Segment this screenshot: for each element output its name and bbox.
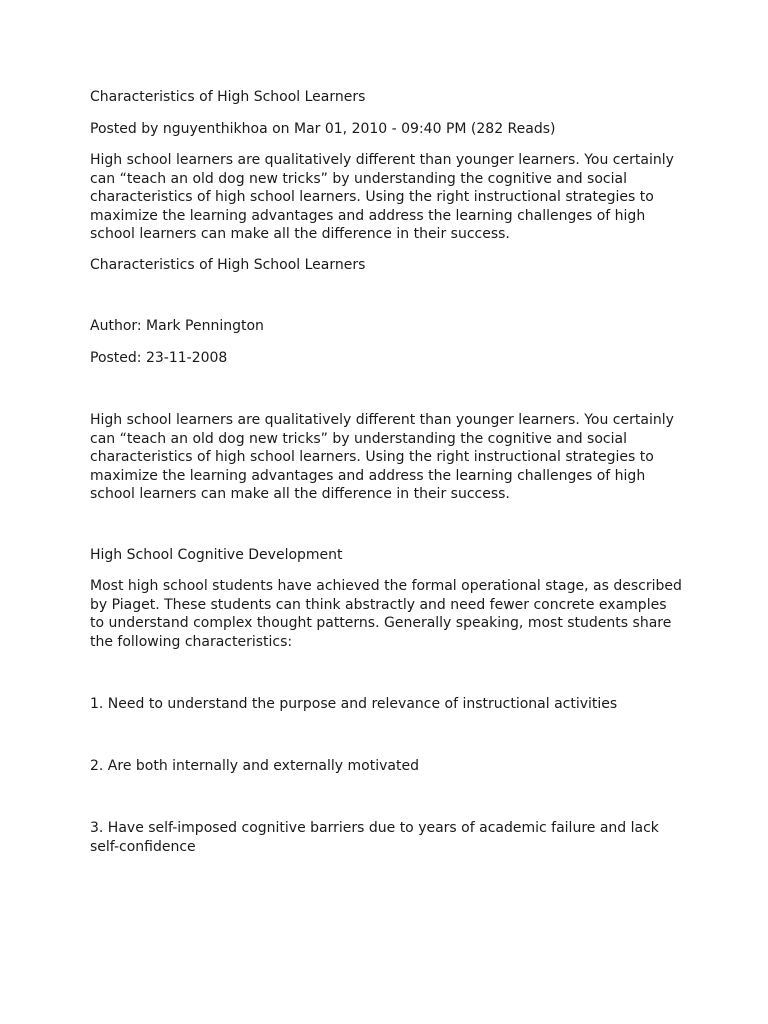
body-line: maximize the learning advantages and address the learning challenges of high xyxy=(90,467,646,484)
body-line: school learners can make all the difference in their success. xyxy=(90,486,510,503)
section-heading: High School Cognitive Development xyxy=(90,547,343,563)
body-paragraph xyxy=(90,411,680,504)
intro-line: school learners can make all the difference in their success. xyxy=(90,226,510,243)
body-line: High school learners are qualitatively different than younger learners. You certainly xyxy=(90,412,674,428)
intro-line: High school learners are qualitatively different than younger learners. You certainly xyxy=(90,152,674,168)
posted-by-line: Posted by nguyenthikhoa on Mar 01, 2010 - 09:40 PM (282 Reads) xyxy=(90,121,556,137)
posted-date-line: Posted: 23-11-2008 xyxy=(90,350,228,366)
section-line: Most high school students have achieved the formal operational stage, as described xyxy=(90,578,682,594)
list-item-line: 3. Have self-imposed cognitive barriers due to years of academic failure and lack xyxy=(90,820,659,836)
intro-line: can “teach an old dog new tricks” by understanding the cognitive and social xyxy=(90,170,627,187)
section-line: the following characteristics: xyxy=(90,633,293,650)
author-line: Author: Mark Pennington xyxy=(90,318,264,334)
list-item xyxy=(90,819,680,856)
body-line: characteristics of high school learners. Using the right instructional strategies to xyxy=(90,449,654,466)
document-title: Characteristics of High School Learners xyxy=(90,89,366,105)
section-paragraph xyxy=(90,577,680,651)
section-line: by Piaget. These students can think abstractly and need fewer concrete examples xyxy=(90,596,667,613)
section-line: to understand complex thought patterns. Generally speaking, most students share xyxy=(90,615,672,632)
article-subtitle: Characteristics of High School Learners xyxy=(90,257,366,273)
intro-paragraph xyxy=(90,151,680,244)
list-item: 1. Need to understand the purpose and relevance of instructional activities xyxy=(90,696,618,712)
list-item: 2. Are both internally and externally motivated xyxy=(90,758,419,774)
intro-line: characteristics of high school learners. Using the right instructional strategies to xyxy=(90,189,654,206)
list-item-line: self-confidence xyxy=(90,838,196,855)
body-line: can “teach an old dog new tricks” by understanding the cognitive and social xyxy=(90,430,627,447)
intro-line: maximize the learning advantages and address the learning challenges of high xyxy=(90,207,646,224)
